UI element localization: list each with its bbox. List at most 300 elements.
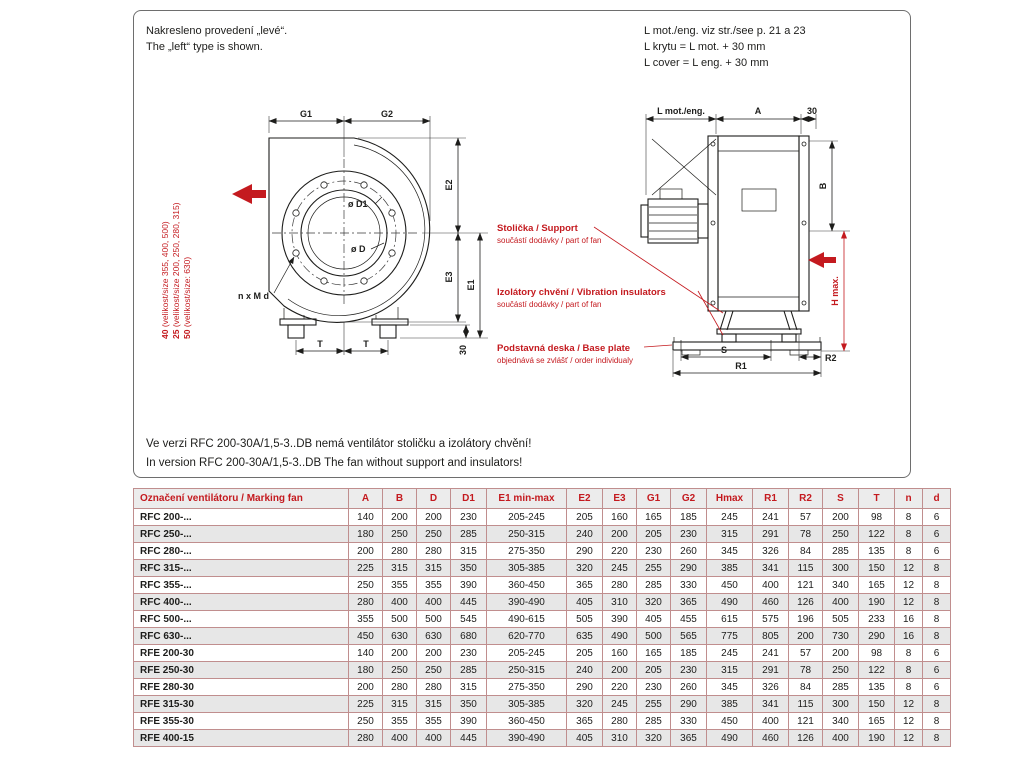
dim-label-t-left: T: [317, 339, 323, 349]
fan-marking-cell: RFE 400-15: [134, 730, 349, 747]
dimension-cell: 230: [451, 509, 487, 526]
dimension-cell: 445: [451, 594, 487, 611]
dimension-cell: 341: [753, 560, 789, 577]
dimension-cell: 115: [789, 560, 823, 577]
dimension-cell: 365: [567, 713, 603, 730]
dimension-cell: 6: [923, 526, 951, 543]
dimension-cell: 400: [753, 713, 789, 730]
dimension-cell: 400: [383, 594, 417, 611]
dimension-cell: 200: [349, 679, 383, 696]
dimension-cell: 84: [789, 543, 823, 560]
dimension-cell: 122: [859, 526, 895, 543]
dimension-cell: 8: [923, 713, 951, 730]
baseplate-sublabel: objednává se zvlášť / order individualy: [497, 356, 633, 365]
dim-label-d: ø D: [351, 244, 366, 254]
column-header: T: [859, 489, 895, 509]
bolt-note-label: n x M d: [238, 291, 269, 301]
dimension-cell: 245: [603, 560, 637, 577]
dimension-cell: 400: [753, 577, 789, 594]
dimension-cell: 320: [637, 730, 671, 747]
dimension-cell: 345: [707, 679, 753, 696]
column-header: E3: [603, 489, 637, 509]
dimension-cell: 360-450: [487, 713, 567, 730]
column-header: D1: [451, 489, 487, 509]
insulator-sublabel: součástí dodávky / part of fan: [497, 300, 602, 309]
airflow-arrow-front: [232, 184, 266, 204]
dimension-cell: 200: [603, 526, 637, 543]
dimension-cell: 400: [823, 594, 859, 611]
fan-marking-cell: RFC 500-...: [134, 611, 349, 628]
dimension-cell: 280: [417, 543, 451, 560]
size-note-line-2: 25 (velikost/size 200, 250, 280, 315): [171, 202, 181, 339]
dimension-cell: 400: [417, 730, 451, 747]
dimension-cell: 98: [859, 645, 895, 662]
table-row: [134, 577, 951, 594]
fan-marking-cell: RFC 355-...: [134, 577, 349, 594]
dimension-cell: 545: [451, 611, 487, 628]
dimension-cell: 341: [753, 696, 789, 713]
dimension-cell: 230: [637, 679, 671, 696]
dimension-cell: 260: [671, 679, 707, 696]
table-row: [134, 628, 951, 645]
dimension-cell: 290: [567, 679, 603, 696]
dimension-cell: 185: [671, 645, 707, 662]
dimension-cell: 315: [451, 679, 487, 696]
dim-label-lmot: L mot./eng.: [657, 106, 705, 116]
dimension-cell: 8: [923, 730, 951, 747]
table-row: [134, 662, 951, 679]
dimension-cell: 565: [671, 628, 707, 645]
note-l-info-1: L mot./eng. viz str./see p. 21 a 23: [644, 25, 806, 37]
dimension-cell: 245: [707, 509, 753, 526]
dimension-cell: 285: [823, 679, 859, 696]
dim-label-g2: G2: [380, 109, 394, 119]
dimension-cell: 355: [417, 577, 451, 594]
dimension-cell: 245: [707, 645, 753, 662]
dimension-cell: 290: [671, 560, 707, 577]
dimension-cell: 8: [895, 679, 923, 696]
support-sublabel: součástí dodávky / part of fan: [497, 236, 602, 245]
dimension-cell: 220: [603, 543, 637, 560]
baseplate-label: Podstavná deska / Base plate: [497, 343, 631, 354]
fan-table-body: [134, 509, 951, 747]
dimension-cell: 200: [789, 628, 823, 645]
dimension-cell: 355: [417, 713, 451, 730]
fan-marking-cell: RFC 250-...: [134, 526, 349, 543]
note-drawn-type-cz: Nakresleno provedení „levé“.: [146, 25, 288, 37]
dimension-cell: 490: [603, 628, 637, 645]
dimension-cell: 180: [349, 526, 383, 543]
dimension-cell: 355: [349, 611, 383, 628]
dim-label-e1: E1: [466, 279, 476, 291]
dimension-cell: 280: [603, 577, 637, 594]
dimension-cell: 365: [567, 577, 603, 594]
note-drawn-type-en: The „left“ type is shown.: [146, 41, 263, 53]
column-header: G2: [671, 489, 707, 509]
dimension-cell: 350: [451, 696, 487, 713]
dimension-cell: 355: [383, 713, 417, 730]
dimension-cell: 245: [603, 696, 637, 713]
dimension-cell: 400: [383, 730, 417, 747]
dimension-cell: 360-450: [487, 577, 567, 594]
fan-marking-cell: RFE 200-30: [134, 645, 349, 662]
column-header: B: [383, 489, 417, 509]
dimension-cell: 8: [923, 696, 951, 713]
dimension-cell: 285: [637, 577, 671, 594]
dimension-cell: 340: [823, 577, 859, 594]
dimension-cell: 250: [823, 526, 859, 543]
table-row: [134, 560, 951, 577]
dimension-cell: 330: [671, 713, 707, 730]
dim-label-30: 30: [458, 344, 468, 355]
dim-label-r2: R2: [825, 353, 837, 363]
dimension-cell: 165: [859, 713, 895, 730]
dimension-cell: 190: [859, 594, 895, 611]
dimension-cell: 200: [417, 645, 451, 662]
dimension-cell: 500: [417, 611, 451, 628]
dimension-cell: 12: [895, 713, 923, 730]
column-header: Hmax: [707, 489, 753, 509]
dimension-cell: 285: [451, 526, 487, 543]
dimension-cell: 320: [637, 594, 671, 611]
dimension-cell: 200: [823, 645, 859, 662]
column-header: D: [417, 489, 451, 509]
dimension-cell: 390-490: [487, 730, 567, 747]
dimension-cell: 255: [637, 560, 671, 577]
dimension-cell: 8: [923, 560, 951, 577]
housing-side: [652, 136, 809, 311]
dimension-cell: 345: [707, 543, 753, 560]
dimension-cell: 121: [789, 713, 823, 730]
dimension-cell: 315: [383, 696, 417, 713]
dimension-cell: 805: [753, 628, 789, 645]
dimension-cell: 150: [859, 696, 895, 713]
dimension-cell: 8: [923, 577, 951, 594]
dimension-cell: 205-245: [487, 645, 567, 662]
dim-label-t-right: T: [363, 339, 369, 349]
dimension-cell: 6: [923, 509, 951, 526]
dimension-cell: 260: [671, 543, 707, 560]
dimension-cell: 320: [567, 560, 603, 577]
column-header: R2: [789, 489, 823, 509]
dimension-cell: 490-615: [487, 611, 567, 628]
dimension-cell: 365: [671, 594, 707, 611]
side-dimension-labels: [657, 106, 840, 371]
dim-label-hmax: H max.: [830, 276, 840, 306]
dimension-cell: 250: [383, 526, 417, 543]
dimension-cell: 291: [753, 526, 789, 543]
side-dimension-lines: [646, 114, 850, 377]
dimension-cell: 390: [603, 611, 637, 628]
dimension-cell: 630: [417, 628, 451, 645]
dimension-cell: 84: [789, 679, 823, 696]
fan-marking-cell: RFE 280-30: [134, 679, 349, 696]
dimension-cell: 200: [349, 543, 383, 560]
dimension-cell: 490: [707, 730, 753, 747]
dimension-cell: 385: [707, 696, 753, 713]
dimension-cell: 57: [789, 509, 823, 526]
dimension-cell: 460: [753, 730, 789, 747]
dim-label-b: B: [818, 182, 828, 190]
dimension-cell: 8: [923, 628, 951, 645]
dimension-table: [133, 488, 951, 747]
dimension-cell: 315: [707, 662, 753, 679]
front-view-drawing: [224, 103, 504, 383]
dimension-cell: 615: [707, 611, 753, 628]
dimension-cell: 8: [923, 594, 951, 611]
dimension-cell: 250-315: [487, 526, 567, 543]
warning-cz: Ve verzi RFC 200-30A/1,5-3..DB nemá ventilátor stoličku a izolátory chvění!: [146, 438, 532, 450]
fan-marking-cell: RFC 315-...: [134, 560, 349, 577]
dimension-cell: 6: [923, 679, 951, 696]
dimension-cell: 6: [923, 645, 951, 662]
dimension-cell: 126: [789, 594, 823, 611]
dimension-cell: 250: [417, 662, 451, 679]
dimension-cell: 285: [823, 543, 859, 560]
dim-label-30-side: 30: [806, 106, 818, 116]
dimension-cell: 680: [451, 628, 487, 645]
dimension-cell: 205: [567, 645, 603, 662]
dimension-cell: 8: [923, 611, 951, 628]
dimension-cell: 135: [859, 543, 895, 560]
fan-marking-cell: RFC 630-...: [134, 628, 349, 645]
dimension-cell: 505: [823, 611, 859, 628]
dimension-cell: 280: [383, 543, 417, 560]
dim-label-d1: ø D1: [348, 199, 368, 209]
fan-marking-cell: RFE 355-30: [134, 713, 349, 730]
dimension-cell: 250: [383, 662, 417, 679]
dimension-cell: 200: [417, 509, 451, 526]
dimension-cell: 126: [789, 730, 823, 747]
column-header: G1: [637, 489, 671, 509]
column-header: n: [895, 489, 923, 509]
dimension-cell: 230: [671, 662, 707, 679]
table-row: [134, 713, 951, 730]
dimension-cell: 6: [923, 543, 951, 560]
dimension-cell: 405: [567, 730, 603, 747]
dimension-cell: 160: [603, 509, 637, 526]
dimension-cell: 320: [567, 696, 603, 713]
dim-label-a: A: [754, 106, 762, 116]
fan-marking-cell: RFC 280-...: [134, 543, 349, 560]
dimension-cell: 225: [349, 696, 383, 713]
part-callouts: [497, 223, 723, 365]
dimension-cell: 16: [895, 628, 923, 645]
insulator-label: Izolátory chvění / Vibration insulators: [497, 287, 666, 298]
dimension-cell: 12: [895, 730, 923, 747]
table-row: [134, 696, 951, 713]
dimension-cell: 8: [895, 662, 923, 679]
dimension-cell: 12: [895, 560, 923, 577]
dimension-cell: 8: [895, 509, 923, 526]
dimension-cell: 300: [823, 696, 859, 713]
support-label: Stolička / Support: [497, 223, 578, 234]
dimension-cell: 315: [417, 560, 451, 577]
dimension-cell: 121: [789, 577, 823, 594]
note-l-info-2: L krytu = L mot. + 30 mm: [644, 41, 766, 53]
dimension-cell: 326: [753, 543, 789, 560]
dimension-cell: 285: [451, 662, 487, 679]
dimension-cell: 326: [753, 679, 789, 696]
dimension-cell: 200: [383, 645, 417, 662]
drawing-note-right: [644, 23, 806, 71]
dimension-cell: 8: [895, 543, 923, 560]
dimension-cell: 12: [895, 577, 923, 594]
dimension-cell: 315: [451, 543, 487, 560]
dimension-cell: 500: [383, 611, 417, 628]
dim-label-g1: G1: [299, 109, 313, 119]
column-header: d: [923, 489, 951, 509]
dimension-cell: 8: [895, 645, 923, 662]
dimension-cell: 225: [349, 560, 383, 577]
fan-marking-cell: RFE 250-30: [134, 662, 349, 679]
dimension-cell: 250: [349, 577, 383, 594]
dimension-cell: 305-385: [487, 696, 567, 713]
dimension-cell: 775: [707, 628, 753, 645]
drawing-warning: [146, 435, 531, 473]
table-row: [134, 594, 951, 611]
dim-label-s: S: [720, 345, 728, 355]
dimension-cell: 230: [451, 645, 487, 662]
dimension-cell: 185: [671, 509, 707, 526]
dimension-cell: 365: [671, 730, 707, 747]
dimension-cell: 12: [895, 594, 923, 611]
size-note-line-1: 40 (velikost/size 355, 400, 500): [160, 221, 170, 339]
dimension-cell: 280: [603, 713, 637, 730]
dimension-cell: 400: [417, 594, 451, 611]
dimension-cell: 291: [753, 662, 789, 679]
dimension-cell: 390: [451, 713, 487, 730]
dimension-cell: 205-245: [487, 509, 567, 526]
dimension-cell: 135: [859, 679, 895, 696]
dimension-cell: 280: [349, 594, 383, 611]
dimension-cell: 196: [789, 611, 823, 628]
dimension-cell: 230: [637, 543, 671, 560]
dimension-cell: 385: [707, 560, 753, 577]
dimension-cell: 490: [707, 594, 753, 611]
dimension-cell: 240: [567, 526, 603, 543]
table-row: [134, 730, 951, 747]
dimension-cell: 57: [789, 645, 823, 662]
dimension-cell: 165: [859, 577, 895, 594]
dimension-cell: 6: [923, 662, 951, 679]
dimension-cell: 150: [859, 560, 895, 577]
dimension-cell: 78: [789, 526, 823, 543]
dimension-cell: 575: [753, 611, 789, 628]
side-view-drawing: [492, 101, 864, 401]
dimension-cell: 730: [823, 628, 859, 645]
dimension-cell: 165: [637, 509, 671, 526]
table-row: [134, 611, 951, 628]
dimension-cell: 315: [383, 560, 417, 577]
dimension-cell: 240: [567, 662, 603, 679]
support-legs: [717, 311, 801, 334]
column-header: E2: [567, 489, 603, 509]
dimension-cell: 455: [671, 611, 707, 628]
dimension-cell: 460: [753, 594, 789, 611]
dim-label-e2: E2: [444, 179, 454, 191]
motor-side: [641, 189, 708, 243]
dimension-cell: 280: [349, 730, 383, 747]
fan-marking-cell: RFE 315-30: [134, 696, 349, 713]
dimension-cell: 165: [637, 645, 671, 662]
dimension-cell: 78: [789, 662, 823, 679]
dimension-cell: 310: [603, 730, 637, 747]
table-row: [134, 526, 951, 543]
dimension-cell: 241: [753, 645, 789, 662]
dimension-cell: 180: [349, 662, 383, 679]
dimension-cell: 290: [859, 628, 895, 645]
dimension-cell: 250: [417, 526, 451, 543]
dimension-cell: 220: [603, 679, 637, 696]
column-header: A: [349, 489, 383, 509]
dimension-cell: 315: [707, 526, 753, 543]
dimension-cell: 450: [707, 713, 753, 730]
column-header: R1: [753, 489, 789, 509]
dimension-cell: 200: [603, 662, 637, 679]
dimension-cell: 16: [895, 611, 923, 628]
dimension-cell: 98: [859, 509, 895, 526]
table-row: [134, 509, 951, 526]
dimension-cell: 390: [451, 577, 487, 594]
dimension-cell: 250: [349, 713, 383, 730]
dimension-cell: 115: [789, 696, 823, 713]
dimension-cell: 280: [383, 679, 417, 696]
table-row: [134, 645, 951, 662]
dimension-cell: 190: [859, 730, 895, 747]
dimension-cell: 12: [895, 696, 923, 713]
dimension-cell: 310: [603, 594, 637, 611]
dimension-cell: 400: [823, 730, 859, 747]
dimension-cell: 200: [823, 509, 859, 526]
dimension-cell: 630: [383, 628, 417, 645]
dimension-cell: 205: [637, 662, 671, 679]
table-row: [134, 679, 951, 696]
dimension-cell: 350: [451, 560, 487, 577]
dimension-cell: 140: [349, 645, 383, 662]
fan-marking-cell: RFC 400-...: [134, 594, 349, 611]
dimension-cell: 200: [383, 509, 417, 526]
dimension-cell: 300: [823, 560, 859, 577]
dimension-cell: 275-350: [487, 543, 567, 560]
column-header: S: [823, 489, 859, 509]
column-header: E1 min-max: [487, 489, 567, 509]
warning-en: In version RFC 200-30A/1,5-3..DB The fan without support and insulators!: [146, 457, 523, 469]
dimension-cell: 290: [671, 696, 707, 713]
dimension-cell: 290: [567, 543, 603, 560]
dimension-cell: 205: [567, 509, 603, 526]
dimension-cell: 280: [417, 679, 451, 696]
dimension-cell: 305-385: [487, 560, 567, 577]
dimension-cell: 405: [637, 611, 671, 628]
size-note-line-3: 50 (velikost/size: 630): [182, 256, 192, 339]
fan-table-header-row: [134, 489, 951, 509]
dim-label-r1: R1: [735, 361, 747, 371]
drawing-panel: [133, 10, 911, 478]
dimension-cell: 241: [753, 509, 789, 526]
dimension-cell: 255: [637, 696, 671, 713]
dimension-cell: 450: [349, 628, 383, 645]
dimension-cell: 315: [417, 696, 451, 713]
dimension-cell: 230: [671, 526, 707, 543]
airflow-arrow-side: [808, 252, 836, 268]
dimension-cell: 340: [823, 713, 859, 730]
fan-marking-cell: RFC 200-...: [134, 509, 349, 526]
drawing-note-left: [146, 23, 287, 55]
dimension-cell: 450: [707, 577, 753, 594]
dimension-cell: 122: [859, 662, 895, 679]
dimension-cell: 285: [637, 713, 671, 730]
